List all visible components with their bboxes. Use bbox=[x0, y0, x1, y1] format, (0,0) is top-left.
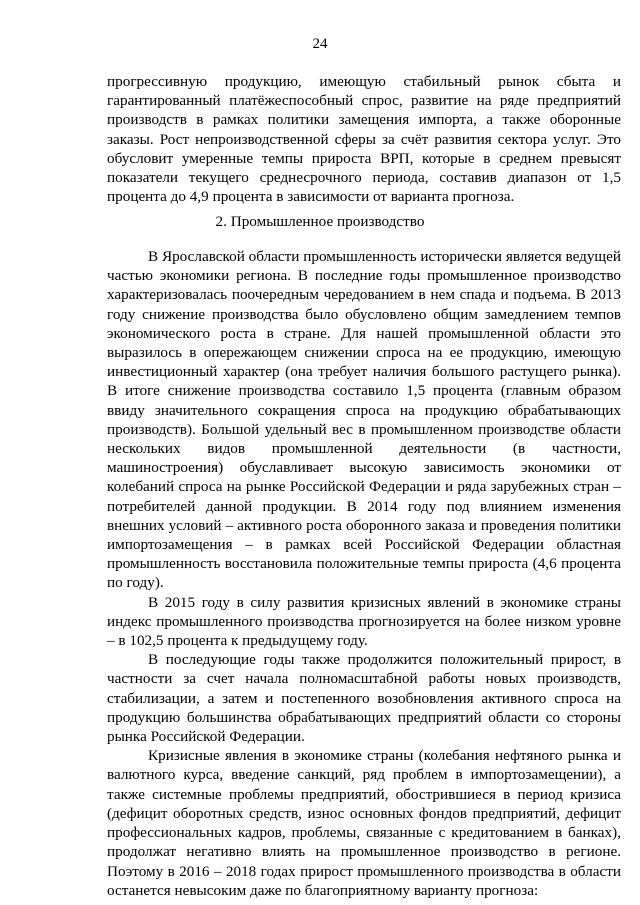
body-paragraph: Кризисные явления в экономике страны (колебания нефтяного рынка и валютного курса, введение санкций, ряд проблем в импортозамещении), а также системные проблемы предприятий, обострившиеся в период кризиса (дефицит оборотных средств, износ основных фондов предприятий, дефицит профессиональных кадров, проблемы, связанные с кредитованием в банках), продолжат негативно влиять на промышленное производство в регионе. Поэтому в 2016 – 2018 годах прирост промышленного производства в области останется невысоким даже по благоприятному варианту прогноза: bbox=[107, 747, 621, 899]
section-body bbox=[107, 247, 621, 900]
section-heading: 2. Промышленное производство bbox=[215, 213, 425, 230]
body-paragraph: В Ярославской области промышленность исторически является ведущей частью экономики региона. В последние годы промышленное производство характеризовалась поочередным чередованием в нем спада и подъема. В 2013 году снижение производства было обусловлено общим замедлением темпов экономического роста в стране. Для нашей промышленной области это выразилось в опережающем снижении спроса на ее продукцию, имеющую инвестиционный характер (она требует наличия большого растущего рынка). В итоге снижение производства составило 1,5 процента (главным образом ввиду значительного сокращения спроса на продукцию обрабатывающих производств). Большой удельный вес в промышленном производстве области нескольких видов промышленной деятельности (в частности, машиностроения) обуславливает высокую зависимость экономики от колебаний спроса на рынке Российской Федерации и ряда зарубежных стран – потребителей данной продукции. В 2014 году под влиянием изменения внешних условий – активного роста оборонного заказа и проведения политики импортозамещения – в рамках всей Российской Федерации областная промышленность восстановила положительные темпы прироста (4,6 процента по году). bbox=[107, 248, 621, 592]
intro-paragraph-block bbox=[107, 72, 621, 206]
body-paragraph: В 2015 году в силу развития кризисных явлений в экономике страны индекс промышленного производства прогнозируется на более низком уровне – в 102,5 процента к предыдущему году. bbox=[107, 593, 621, 650]
intro-paragraph: прогрессивную продукцию, имеющую стабильный рынок сбыта и гарантированный платёжеспособный спрос, развитие на ряде предприятий производств в рамках политики замещения импорта, а также оборонные заказы. Рост непроизводственной сферы за счёт развития сектора услуг. Это обусловит умеренные темпы прироста ВРП, которые в среднем превысят показатели текущего среднесрочного периода, составив диапазон от 1,5 процента до 4,9 процента в зависимости от варианта прогноза. bbox=[107, 73, 621, 206]
page-number: 24 bbox=[312, 36, 328, 52]
body-paragraph: В последующие годы также продолжится положительный прирост, в частности за счет начала полномасштабной работы новых производств, стабилизации, а затем и постепенного возобновления активного спроса на продукцию большинства обрабатывающих предприятий области со стороны рынка Российской Федерации. bbox=[107, 651, 621, 746]
